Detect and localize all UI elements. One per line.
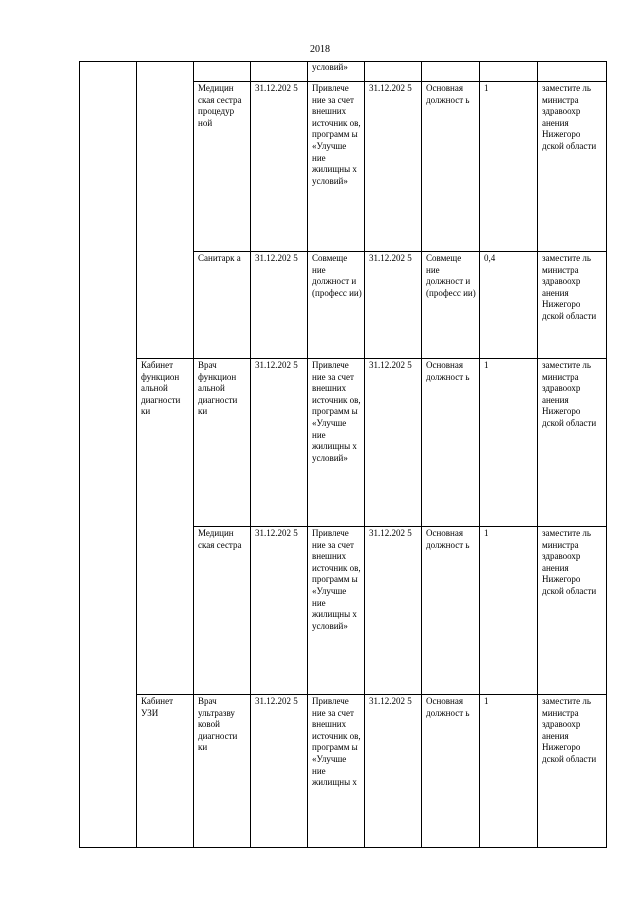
employment-type-cell: Основная должност ь [422,359,480,527]
date-cell: 31.12.202 5 [251,359,308,527]
employment-type-cell: Совмеще ние должност и (професс ии) [422,252,480,359]
department-cell: Кабинет УЗИ [137,695,194,848]
rate-cell: 1 [480,695,538,848]
position-cell [194,62,251,82]
table-row [80,62,607,82]
page-number: 2018 [310,44,330,55]
rate-cell: 1 [480,82,538,252]
employment-type-cell: Основная должност ь [422,82,480,252]
date-cell: 31.12.202 5 [365,359,422,527]
position-cell: Медицин ская сестра процедур ной [194,82,251,252]
table-row [80,359,607,527]
responsible-cell: заместите ль министра здравоохр анения Нижегоро дской области [538,82,607,252]
source-cell: Привлече ние за счет внешних источник ов, программ ы «Улучше ние жилищны х условий» [308,82,365,252]
responsible-cell: заместите ль министра здравоохр анения Нижегоро дской области [538,527,607,695]
source-cell: Совмеще ние должност и (професс ии) [308,252,365,359]
source-cell: условий» [308,62,365,82]
date-cell: 31.12.202 5 [365,527,422,695]
date-cell: 31.12.202 5 [251,695,308,848]
date-cell: 31.12.202 5 [365,695,422,848]
position-cell: Санитарк а [194,252,251,359]
position-cell: Медицин ская сестра [194,527,251,695]
responsible-cell: заместите ль министра здравоохр анения Нижегоро дской области [538,695,607,848]
department-cell: Кабинет функцион альной диагности ки [137,359,194,695]
responsible-cell: заместите ль министра здравоохр анения Нижегоро дской области [538,359,607,527]
date-cell: 31.12.202 5 [365,252,422,359]
date-cell: 31.12.202 5 [365,82,422,252]
date-cell [251,62,308,82]
rate-cell [480,62,538,82]
source-cell: Привлече ние за счет внешних источник ов, программ ы «Улучше ние жилищны х условий» [308,359,365,527]
date-cell: 31.12.202 5 [251,82,308,252]
blank-column-cell [80,62,137,848]
department-cell [137,62,194,359]
position-cell: Врач ультразву ковой диагности ки [194,695,251,848]
employment-type-cell [422,62,480,82]
employment-type-cell: Основная должност ь [422,695,480,848]
employment-type-cell: Основная должност ь [422,527,480,695]
staffing-table [79,61,607,848]
rate-cell: 1 [480,359,538,527]
rate-cell: 1 [480,527,538,695]
table-row [80,695,607,848]
source-cell: Привлече ние за счет внешних источник ов, программ ы «Улучше ние жилищны х условий» [308,527,365,695]
source-cell: Привлече ние за счет внешних источник ов, программ ы «Улучше ние жилищны х [308,695,365,848]
responsible-cell [538,62,607,82]
date-cell [365,62,422,82]
rate-cell: 0,4 [480,252,538,359]
date-cell: 31.12.202 5 [251,252,308,359]
position-cell: Врач функцион альной диагности ки [194,359,251,527]
date-cell: 31.12.202 5 [251,527,308,695]
responsible-cell: заместите ль министра здравоохр анения Нижегоро дской области [538,252,607,359]
